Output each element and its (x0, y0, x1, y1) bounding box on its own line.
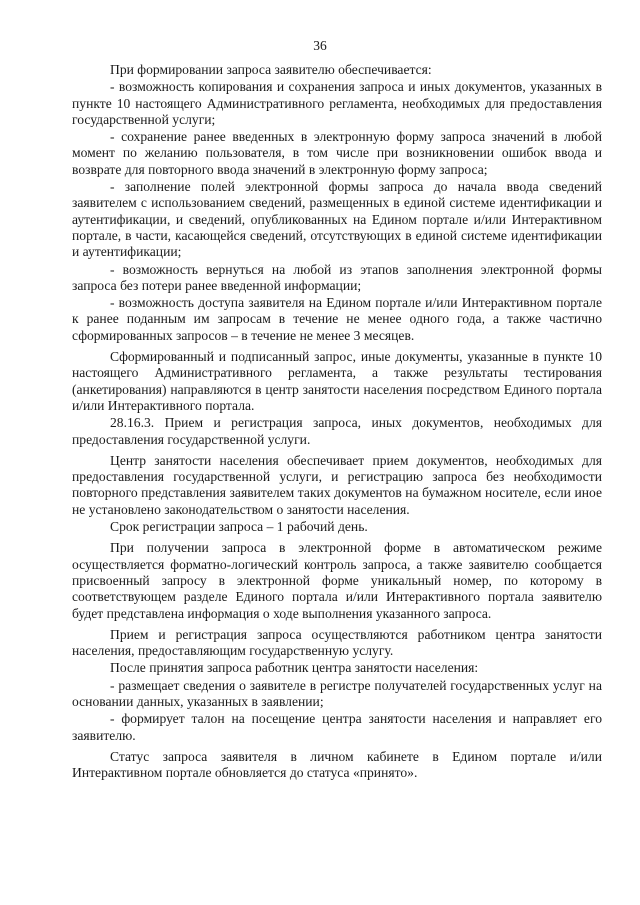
list-item-prefill: - заполнение полей электронной формы запроса до начала ввода сведений заявителем с использованием сведений, размещенных в единой системе идентификации и аутентификации, и сведений, опубликованных на Едином портале и/или Интерактивном портале, в части, касающейся сведений, отсутствующих в единой системе идентификации и аутентификации; (72, 179, 602, 260)
list-item-registry: - размещает сведения о заявителе в регистре получателей государственных услуг на основании данных, указанных в заявлении; (72, 677, 602, 709)
paragraph-employment-center: Центр занятости населения обеспечивает прием документов, необходимых для предоставления государственной услуги, и регистрацию запроса без необходимости повторного представления заявителем таких документов на бумажном носителе, если иное не установлено законодательством о занятости населения. (72, 452, 602, 517)
paragraph-status: Статус запроса заявителя в личном кабинете в Едином портале и/или Интерактивном портале обновляется до статуса «принято». (72, 748, 602, 781)
list-item-return-step: - возможность вернуться на любой из этапов заполнения электронной формы запроса без потери ранее введенной информации; (72, 261, 602, 293)
paragraph-registration-term: Срок регистрации запроса – 1 рабочий день. (110, 519, 368, 535)
list-item-ticket: - формирует талон на посещение центра занятости населения и направляет его заявителю. (72, 711, 602, 743)
list-item-save-values: - сохранение ранее введенных в электронную форму запроса значений в любой момент по желанию пользователя, в том числе при возникновении ошибок ввода и возврате для повторного ввода значений в электронную форму запроса; (72, 129, 602, 177)
page-number: 36 (313, 38, 327, 53)
paragraph-auto-control: При получении запроса в электронной форме в автоматическом режиме осуществляется форматно-логический контроль запроса, а также заявителю сообщается присвоенный запросу в электронной форме уникальный номер, по которому в соответствующем разделе Единого портала и/или Интерактивного портала заявителю будет представлена информация о ходе выполнения указанного запроса. (72, 540, 602, 621)
section-heading-28-16-3: 28.16.3. Прием и регистрация запроса, иных документов, необходимых для предоставления государственной услуги. (72, 415, 602, 447)
document-body (72, 62, 602, 782)
list-item-copy-save: - возможность копирования и сохранения запроса и иных документов, указанных в пункте 10 настоящего Административного регламента, необходимых для предоставления государственной услуги; (72, 79, 602, 127)
list-item-access-history: - возможность доступа заявителя на Едином портале и/или Интерактивном портале к ранее поданным им запросам в течение не менее одного года, а также частично сформированных запросов – в течение не менее 3 месяцев. (72, 295, 602, 343)
paragraph-intro: При формировании запроса заявителю обеспечивается: (110, 62, 432, 77)
paragraph-registration-by-worker: Прием и регистрация запроса осуществляются работником центра занятости населения, предоставляющим государственную услугу. (72, 626, 602, 659)
paragraph-after-acceptance: После принятия запроса работник центра занятости населения: (110, 660, 479, 676)
paragraph-signed-request: Сформированный и подписанный запрос, иные документы, указанные в пункте 10 настоящего Административного регламента, а также результаты тестирования (анкетирования) направляются в центр занятости населения посредством Единого портала и/или Интерактивного портала. (72, 349, 602, 413)
